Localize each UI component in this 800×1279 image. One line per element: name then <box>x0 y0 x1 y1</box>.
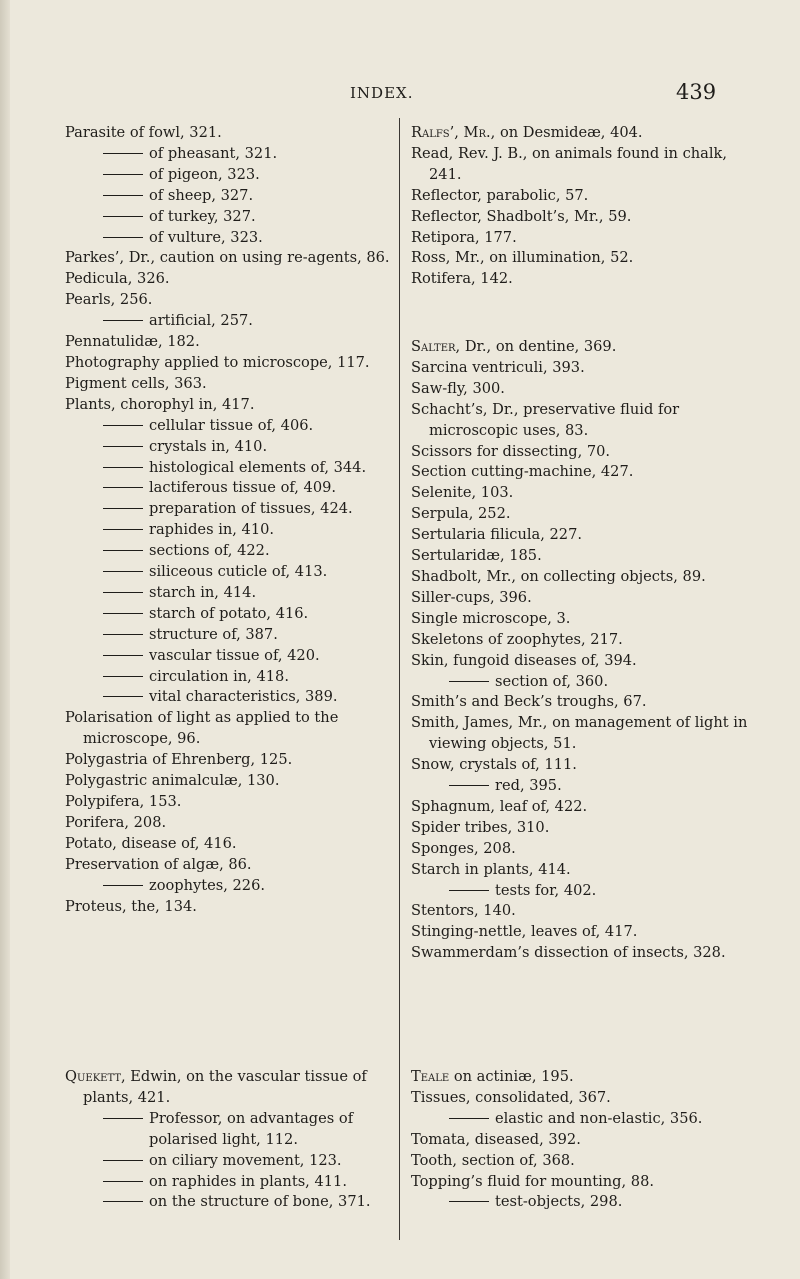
repeat-dash <box>103 634 143 635</box>
index-subentry <box>65 228 395 249</box>
index-entry <box>411 186 756 207</box>
index-entry <box>411 1130 756 1151</box>
index-entry <box>411 567 756 588</box>
index-subentry <box>411 672 756 693</box>
index-entry <box>65 792 395 813</box>
entry-text: Serpula, 252. <box>411 505 511 523</box>
entry-text: of sheep, 327. <box>149 186 254 204</box>
repeat-dash <box>103 529 143 530</box>
index-section-s <box>411 337 756 964</box>
entry-text: Pennatulidæ, 182. <box>65 333 200 351</box>
page-header <box>0 80 800 104</box>
index-subentry <box>65 1172 395 1193</box>
entry-text: Edwin, on the vascular tissue of plants, 421. <box>83 1068 367 1106</box>
entry-text: of turkey, 327. <box>149 207 256 225</box>
repeat-dash <box>103 508 143 509</box>
entry-text: Pearls, 256. <box>65 291 153 309</box>
repeat-dash <box>103 320 143 321</box>
index-entry <box>411 922 756 943</box>
index-subentry <box>65 144 395 165</box>
entry-text: Porifera, 208. <box>65 813 167 831</box>
index-entry <box>65 834 395 855</box>
entry-text: Sarcina ventriculi, 393. <box>411 358 585 376</box>
entry-text: Schacht’s, Dr., preservative fluid for microscopic uses, 83. <box>411 400 680 439</box>
entry-text: Tissues, consolidated, 367. <box>411 1088 611 1106</box>
index-subentry <box>65 562 395 583</box>
entry-text: Rotifera, 142. <box>411 270 513 288</box>
entry-text: Pedicula, 326. <box>65 270 170 288</box>
page-number: 439 <box>676 80 717 104</box>
repeat-dash <box>103 655 143 656</box>
index-entry <box>65 771 395 792</box>
entry-text: Sertularia filicula, 227. <box>411 526 583 544</box>
repeat-dash <box>103 550 143 551</box>
index-entry <box>65 290 395 311</box>
entry-text: Stinging-nettle, leaves of, 417. <box>411 923 638 941</box>
repeat-dash <box>103 195 143 196</box>
index-entry <box>65 395 395 416</box>
entry-text: Pigment cells, 363. <box>65 374 207 392</box>
index-subentry <box>65 541 395 562</box>
entry-text: Section cutting-machine, 427. <box>411 463 634 481</box>
repeat-dash <box>103 425 143 426</box>
index-entry <box>65 750 395 771</box>
index-subentry <box>65 687 395 708</box>
entry-text: Skin, fungoid diseases of, 394. <box>411 651 637 669</box>
entry-text: starch of potato, 416. <box>149 604 309 622</box>
index-entry <box>411 1088 756 1109</box>
index-section-t <box>411 1067 756 1213</box>
index-entry <box>411 713 756 755</box>
entry-text: Spider tribes, 310. <box>411 818 550 836</box>
index-entry <box>411 860 756 881</box>
index-entry <box>65 813 395 834</box>
index-entry <box>65 353 395 374</box>
index-entry <box>411 755 756 776</box>
index-entry <box>411 337 756 358</box>
index-section-q <box>65 1067 395 1213</box>
entry-text: Read, Rev. J. B., on animals found in chalk, 241. <box>411 144 728 183</box>
entry-text: on ciliary movement, 123. <box>149 1151 342 1169</box>
repeat-dash <box>103 174 143 175</box>
index-subentry <box>411 1192 756 1213</box>
entry-text: Polygastria of Ehrenberg, 125. <box>65 751 293 769</box>
index-subentry <box>65 311 395 332</box>
index-entry <box>411 839 756 860</box>
entry-text: circulation in, 418. <box>149 667 289 685</box>
index-entry <box>411 609 756 630</box>
index-subentry <box>65 667 395 688</box>
index-entry <box>411 588 756 609</box>
entry-text: Polypifera, 153. <box>65 793 182 810</box>
index-entry <box>411 379 756 400</box>
entry-text: structure of, 387. <box>149 625 278 643</box>
index-entry <box>411 651 756 672</box>
repeat-dash <box>103 613 143 614</box>
entry-text: Stentors, 140. <box>411 902 516 920</box>
index-entry <box>65 248 395 269</box>
entry-text: cellular tissue of, 406. <box>149 416 314 434</box>
entry-text: Plants, chorophyl in, 417. <box>65 395 255 413</box>
entry-text: on the structure of bone, 371. <box>149 1193 371 1211</box>
repeat-dash <box>449 1118 489 1119</box>
entry-text: sections of, 422. <box>149 542 270 560</box>
index-entry <box>411 358 756 379</box>
repeat-dash <box>103 592 143 593</box>
entry-text: artificial, 257. <box>149 312 253 330</box>
index-subentry <box>65 458 395 479</box>
entry-text: preparation of tissues, 424. <box>149 500 353 518</box>
entry-text: Photography applied to microscope, 117. <box>65 353 370 371</box>
index-entry <box>65 1067 395 1109</box>
entry-text: siliceous cuticle of, 413. <box>149 563 328 581</box>
entry-text: Preservation of algæ, 86. <box>65 855 252 873</box>
repeat-dash <box>103 885 143 886</box>
entry-text: on actiniæ, 195. <box>449 1068 574 1085</box>
entry-heading-smallcaps: Quekett, <box>65 1068 126 1085</box>
entry-text: lactiferous tissue of, 409. <box>149 479 337 497</box>
index-subentry <box>65 604 395 625</box>
repeat-dash <box>103 571 143 572</box>
repeat-dash <box>449 681 489 682</box>
index-entry <box>65 374 395 395</box>
index-entry <box>411 248 756 269</box>
entry-text: Saw-fly, 300. <box>411 379 505 397</box>
index-subentry <box>65 437 395 458</box>
entry-text: of pigeon, 323. <box>149 165 260 183</box>
repeat-dash <box>103 237 143 238</box>
entry-text: Swammerdam’s dissection of insects, 328. <box>411 944 726 962</box>
entry-text: Selenite, 103. <box>411 484 514 502</box>
entry-text: Sponges, 208. <box>411 839 516 857</box>
entry-text: section of, 360. <box>495 672 609 690</box>
index-subentry <box>65 876 395 897</box>
index-subentry <box>65 165 395 186</box>
index-entry <box>411 797 756 818</box>
index-subentry <box>65 646 395 667</box>
entry-text: on raphides in plants, 411. <box>149 1172 347 1190</box>
index-entry <box>411 630 756 651</box>
entry-text: of vulture, 323. <box>149 228 263 246</box>
index-subentry <box>65 625 395 646</box>
index-entry <box>411 207 756 228</box>
repeat-dash <box>103 487 143 488</box>
index-section-p <box>65 123 395 917</box>
entry-text: Dr., on dentine, 369. <box>460 338 617 355</box>
index-subentry <box>65 499 395 520</box>
entry-heading-smallcaps: Ralfs’, Mr., <box>411 124 496 141</box>
index-subentry <box>65 583 395 604</box>
index-entry <box>411 269 756 290</box>
index-entry <box>65 708 395 750</box>
index-entry <box>411 1172 756 1193</box>
entry-text: starch in, 414. <box>149 583 257 601</box>
entry-text: Topping’s fluid for mounting, 88. <box>411 1172 655 1190</box>
index-subentry <box>411 1109 756 1130</box>
entry-text: Reflector, parabolic, 57. <box>411 186 589 204</box>
index-subentry <box>65 1151 395 1172</box>
index-entry <box>411 901 756 922</box>
index-subentry <box>65 1192 395 1213</box>
repeat-dash <box>103 446 143 447</box>
index-entry <box>65 897 395 918</box>
repeat-dash <box>103 1201 143 1202</box>
index-entry <box>411 546 756 567</box>
index-entry <box>65 269 395 290</box>
repeat-dash <box>103 216 143 217</box>
index-entry <box>411 1067 756 1088</box>
entry-text: Sertularidæ, 185. <box>411 547 542 565</box>
entry-text: vascular tissue of, 420. <box>149 646 320 664</box>
entry-text: Siller-cups, 396. <box>411 588 532 606</box>
entry-text: histological elements of, 344. <box>149 458 367 476</box>
entry-text: crystals in, 410. <box>149 437 268 455</box>
repeat-dash <box>449 1201 489 1202</box>
index-subentry <box>411 881 756 902</box>
repeat-dash <box>449 890 489 891</box>
repeat-dash <box>103 676 143 677</box>
index-section-r <box>411 123 756 290</box>
index-entry <box>411 462 756 483</box>
entry-text: Shadbolt, Mr., on collecting objects, 89. <box>411 567 706 585</box>
page-edge <box>0 0 10 1279</box>
index-subentry <box>65 186 395 207</box>
entry-text: tests for, 402. <box>495 881 597 899</box>
index-subentry <box>65 1109 395 1151</box>
entry-heading-smallcaps: Teale <box>411 1068 450 1085</box>
entry-text: Potato, disease of, 416. <box>65 834 237 852</box>
index-entry <box>411 144 756 186</box>
entry-text: Tomata, diseased, 392. <box>411 1130 581 1148</box>
index-entry <box>411 123 756 144</box>
repeat-dash <box>103 153 143 154</box>
entry-text: on Desmideæ, 404. <box>495 124 643 141</box>
repeat-dash <box>103 467 143 468</box>
entry-text: test-objects, 298. <box>495 1193 623 1211</box>
index-entry <box>411 943 756 964</box>
index-entry <box>411 692 756 713</box>
entry-text: Scissors for dissecting, 70. <box>411 442 611 460</box>
entry-text: Skeletons of zoophytes, 217. <box>411 630 623 648</box>
running-title: INDEX. <box>350 84 414 102</box>
entry-text: Starch in plants, 414. <box>411 860 571 878</box>
entry-text: Reflector, Shadbolt’s, Mr., 59. <box>411 207 632 225</box>
index-entry <box>411 228 756 249</box>
index-entry <box>411 442 756 463</box>
index-subentry <box>65 416 395 437</box>
entry-text: Retipora, 177. <box>411 228 517 246</box>
entry-text: Snow, crystals of, 111. <box>411 756 577 774</box>
entry-text: Smith, James, Mr., on management of light in viewing objects, 51. <box>411 714 748 753</box>
repeat-dash <box>103 696 143 697</box>
entry-text: Sphagnum, leaf of, 422. <box>411 797 588 815</box>
entry-text: Polygastric animalculæ, 130. <box>65 772 280 790</box>
entry-text: Single microscope, 3. <box>411 609 571 627</box>
entry-text: zoophytes, 226. <box>149 876 266 894</box>
entry-text: red, 395. <box>495 777 562 795</box>
entry-text: Parkes’, Dr., caution on using re-agents, 86. <box>65 249 390 267</box>
entry-heading-smallcaps: Salter, <box>411 338 461 355</box>
column-divider <box>399 118 400 1240</box>
entry-text: raphides in, 410. <box>149 521 275 539</box>
index-entry <box>411 818 756 839</box>
entry-text: of pheasant, 321. <box>149 144 278 162</box>
repeat-dash <box>103 1181 143 1182</box>
repeat-dash <box>103 1118 143 1119</box>
index-entry <box>411 483 756 504</box>
entry-text: Ross, Mr., on illumination, 52. <box>411 249 634 267</box>
index-subentry <box>65 520 395 541</box>
entry-text: Professor, on advantages of polarised light, 112. <box>149 1109 354 1148</box>
entry-text: elastic and non-elastic, 356. <box>495 1109 703 1127</box>
index-entry <box>411 525 756 546</box>
entry-text: Proteus, the, 134. <box>65 897 197 915</box>
index-entry <box>65 855 395 876</box>
index-entry <box>65 332 395 353</box>
index-subentry <box>65 207 395 228</box>
repeat-dash <box>449 785 489 786</box>
repeat-dash <box>103 1160 143 1161</box>
index-subentry <box>411 776 756 797</box>
index-entry <box>411 504 756 525</box>
entry-text: Smith’s and Beck’s troughs, 67. <box>411 693 647 711</box>
index-entry <box>65 123 395 144</box>
entry-text: Tooth, section of, 368. <box>411 1151 575 1169</box>
index-entry <box>411 1151 756 1172</box>
entry-text: vital characteristics, 389. <box>149 688 338 706</box>
index-subentry <box>65 478 395 499</box>
entry-text: Polarisation of light as applied to the microscope, 96. <box>65 709 339 748</box>
index-entry <box>411 400 756 442</box>
entry-text: Parasite of fowl, 321. <box>65 124 222 141</box>
